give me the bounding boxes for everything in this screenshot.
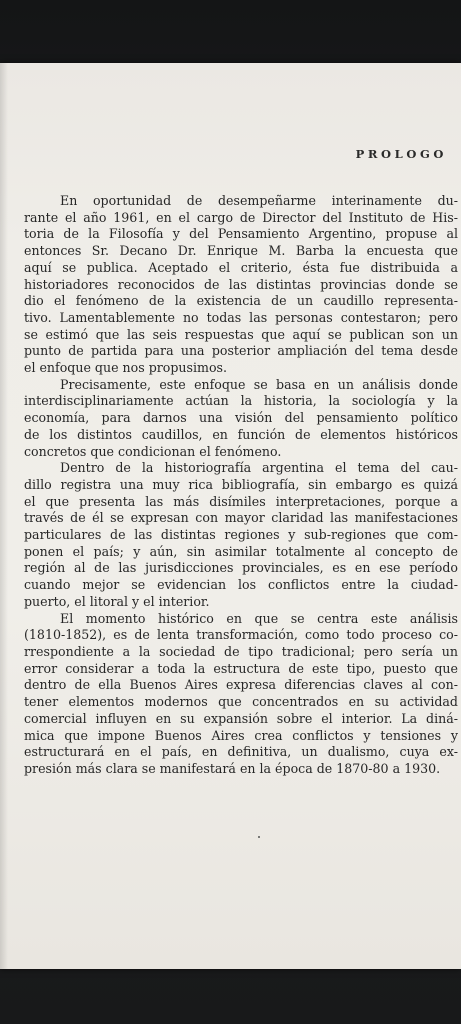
text-line: historiadores reconocidos de las distintas provincias donde se [24,276,458,292]
text-line: presión más clara se manifestará en la época de 1870-80 a 1930. [24,760,441,776]
text-line: Precisamente, este enfoque se basa en un análisis donde [60,376,458,392]
text-line: estructurará en el país, en definitiva, un dualismo, cuya ex- [24,744,458,760]
text-line: Dentro de la historiografía argentina el tema del cau- [60,460,458,476]
page-gutter-shadow [0,63,8,969]
page-title: PROLOGO [355,147,447,161]
text-line: (1810-1852), es de lenta transformación, como todo proceso co- [24,627,458,643]
text-line: particulares de las distintas regiones y sub-regiones que com- [24,527,458,543]
body-text [24,193,458,778]
text-line: punto de partida para una posterior ampliación del tema desde [24,343,458,359]
text-line: de los distintos caudillos, en función de elementos históricos [24,426,458,442]
text-line: mica que impone Buenos Aires crea conflictos y tensiones y [24,727,458,743]
text-line: entonces Sr. Decano Dr. Enrique M. Barba la encuesta que [24,243,458,259]
text-line: rrespondiente a la sociedad de tipo tradicional; pero sería un [24,643,458,659]
text-line: dio el fenómeno de la existencia de un caudillo representa- [24,293,458,309]
text-line: se estimó que las seis respuestas que aquí se publican son un [24,326,458,342]
text-line: dillo registra una muy rica bibliografía, sin embargo es quizá [24,476,458,492]
ink-speck [258,836,260,838]
text-line: cuando mejor se evidencian los conflictos entre la ciudad- [24,577,458,593]
paragraph [24,460,458,610]
text-line: rante el año 1961, en el cargo de Director del Instituto de His- [24,209,458,225]
text-line: el que presenta las más disímiles interpretaciones, porque a [24,493,458,509]
text-line: dentro de ella Buenos Aires expresa diferencias claves al con- [24,677,458,693]
text-line: puerto, el litoral y el interior. [24,593,210,609]
text-line: concretos que condicionan el fenómeno. [24,443,282,459]
text-line: tivo. Lamentablemente no todas las personas contestaron; pero [24,309,458,325]
text-line: el enfoque que nos propusimos. [24,360,228,376]
text-line: economía, para darnos una visión del pensamiento político [24,410,458,426]
paragraph [24,377,458,461]
text-line: El momento histórico en que se centra este análisis [60,610,458,626]
paragraph [24,193,458,377]
text-line: ponen el país; y aún, sin asimilar totalmente al concepto de [24,543,458,559]
text-line: región al de las jurisdicciones provinciales, es en ese período [24,560,458,576]
text-line: tener elementos modernos que concentrados en su actividad [24,694,458,710]
text-line: En oportunidad de desempeñarme interinamente du- [60,193,458,208]
text-line: interdisciplinariamente actúan la historia, la sociología y la [24,393,458,409]
text-line: toria de la Filosofía y del Pensamiento Argentino, propuse al [24,226,458,242]
text-line: través de él se expresan con mayor claridad las manifestaciones [24,510,458,526]
text-line: comercial influyen en su expansión sobre el interior. La diná- [24,710,458,726]
text-line: aquí se publica. Aceptado el criterio, ésta fue distribuida a [24,259,458,275]
text-line: error considerar a toda la estructura de este tipo, puesto que [24,660,458,676]
paragraph [24,611,458,778]
